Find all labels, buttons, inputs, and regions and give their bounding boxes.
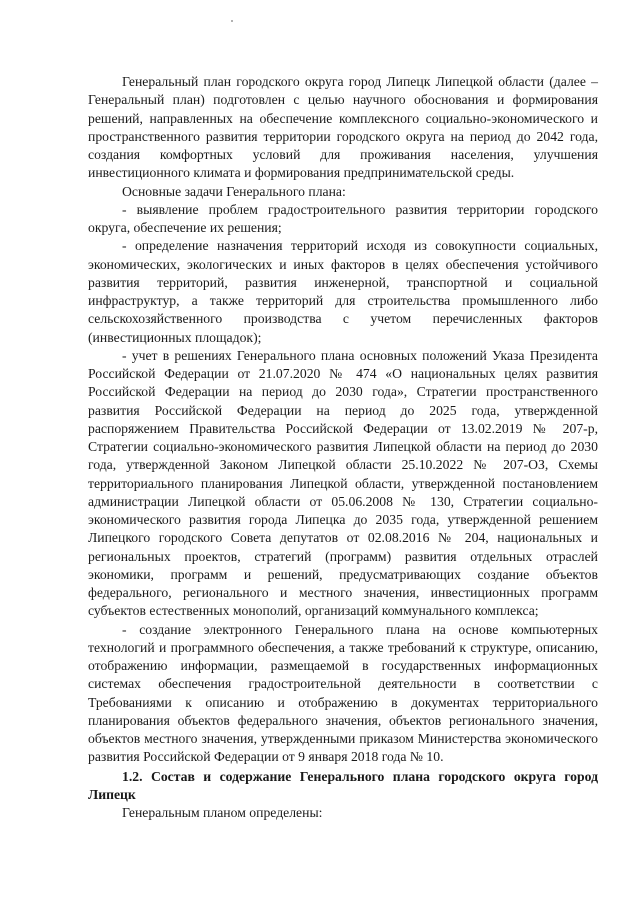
task-item-problems: - выявление проблем градостроительного развития территории городского округа, обеспечение их решения; xyxy=(88,201,598,235)
tasks-intro-paragraph: Основные задачи Генерального плана: xyxy=(122,183,346,199)
scan-artifact-dot xyxy=(231,20,233,22)
task-item-territory-purpose: - определение назначения территорий исходя из совокупности социальных, экономических, экологических и иных факторов в целях обеспечения устойчивого развития территорий, развития инженерной, транспортной и социальной инфраструктур, а также территорий для строительства промышленного либо сельскохозяйственного производства с учетом перечисленных факторов (инвестиционных площадок); xyxy=(88,238,598,345)
document-body xyxy=(88,73,598,822)
closing-paragraph: Генеральным планом определены: xyxy=(122,805,323,820)
intro-paragraph: Генеральный план городского округа город Липецк Липецкой области (далее – Генеральный план) подготовлен с целью научного обоснования и формирования решений, направленных на обеспечение комплексного социально-экономического и пространственного развития территории городского округа на период до 2042 года, создания комфортных условий для проживания населения, улучшения инвестиционного климата и формирования предпринимательской среды. xyxy=(88,74,598,181)
task-item-legal-basis: - учет в решениях Генерального плана основных положений Указа Президента Российской Федерации от 21.07.2020 № 474 «О национальных целях развития Российской Федерации на период до 2030 года», Стратегии пространственного развития Российской Федерации на период до 2025 года, утвержденной распоряжением Правительства Российской Федерации от 13.02.2019 № 207-р, Стратегии социально-экономического развития Липецкой области на период до 2030 года, утвержденной Законом Липецкой области 25.10.2022 № 207-ОЗ, Схемы территориального планирования Липецкой области, утвержденной постановлением администрации Липецкой области от 05.06.2008 № 130, Стратегии социально-экономического развития города Липецка до 2035 года, утвержденной решением Липецкого городского Совета депутатов от 02.08.2016 № 204, национальных и региональных проектов, стратегий (программ) развития отдельных отраслей экономики, программ и решений, предусматривающих создание объектов федерального, регионального и местного значения, инвестиционных программ субъектов естественных монополий, организаций коммунального комплекса; xyxy=(88,347,598,619)
section-heading: 1.2. Состав и содержание Генерального плана городского округа город Липецк xyxy=(88,768,598,802)
task-item-electronic-plan: - создание электронного Генерального плана на основе компьютерных технологий и программного обеспечения, а также требований к структуре, описанию, отображению информации, размещаемой в государственных информационных системах обеспечения градостроительной деятельности в соответствии с Требованиями к описанию и отображению в документах территориального планирования объектов федерального значения, объектов регионального значения, объектов местного значения, утвержденными приказом Министерства экономического развития Российской Федерации от 9 января 2018 года № 10. xyxy=(88,621,598,765)
